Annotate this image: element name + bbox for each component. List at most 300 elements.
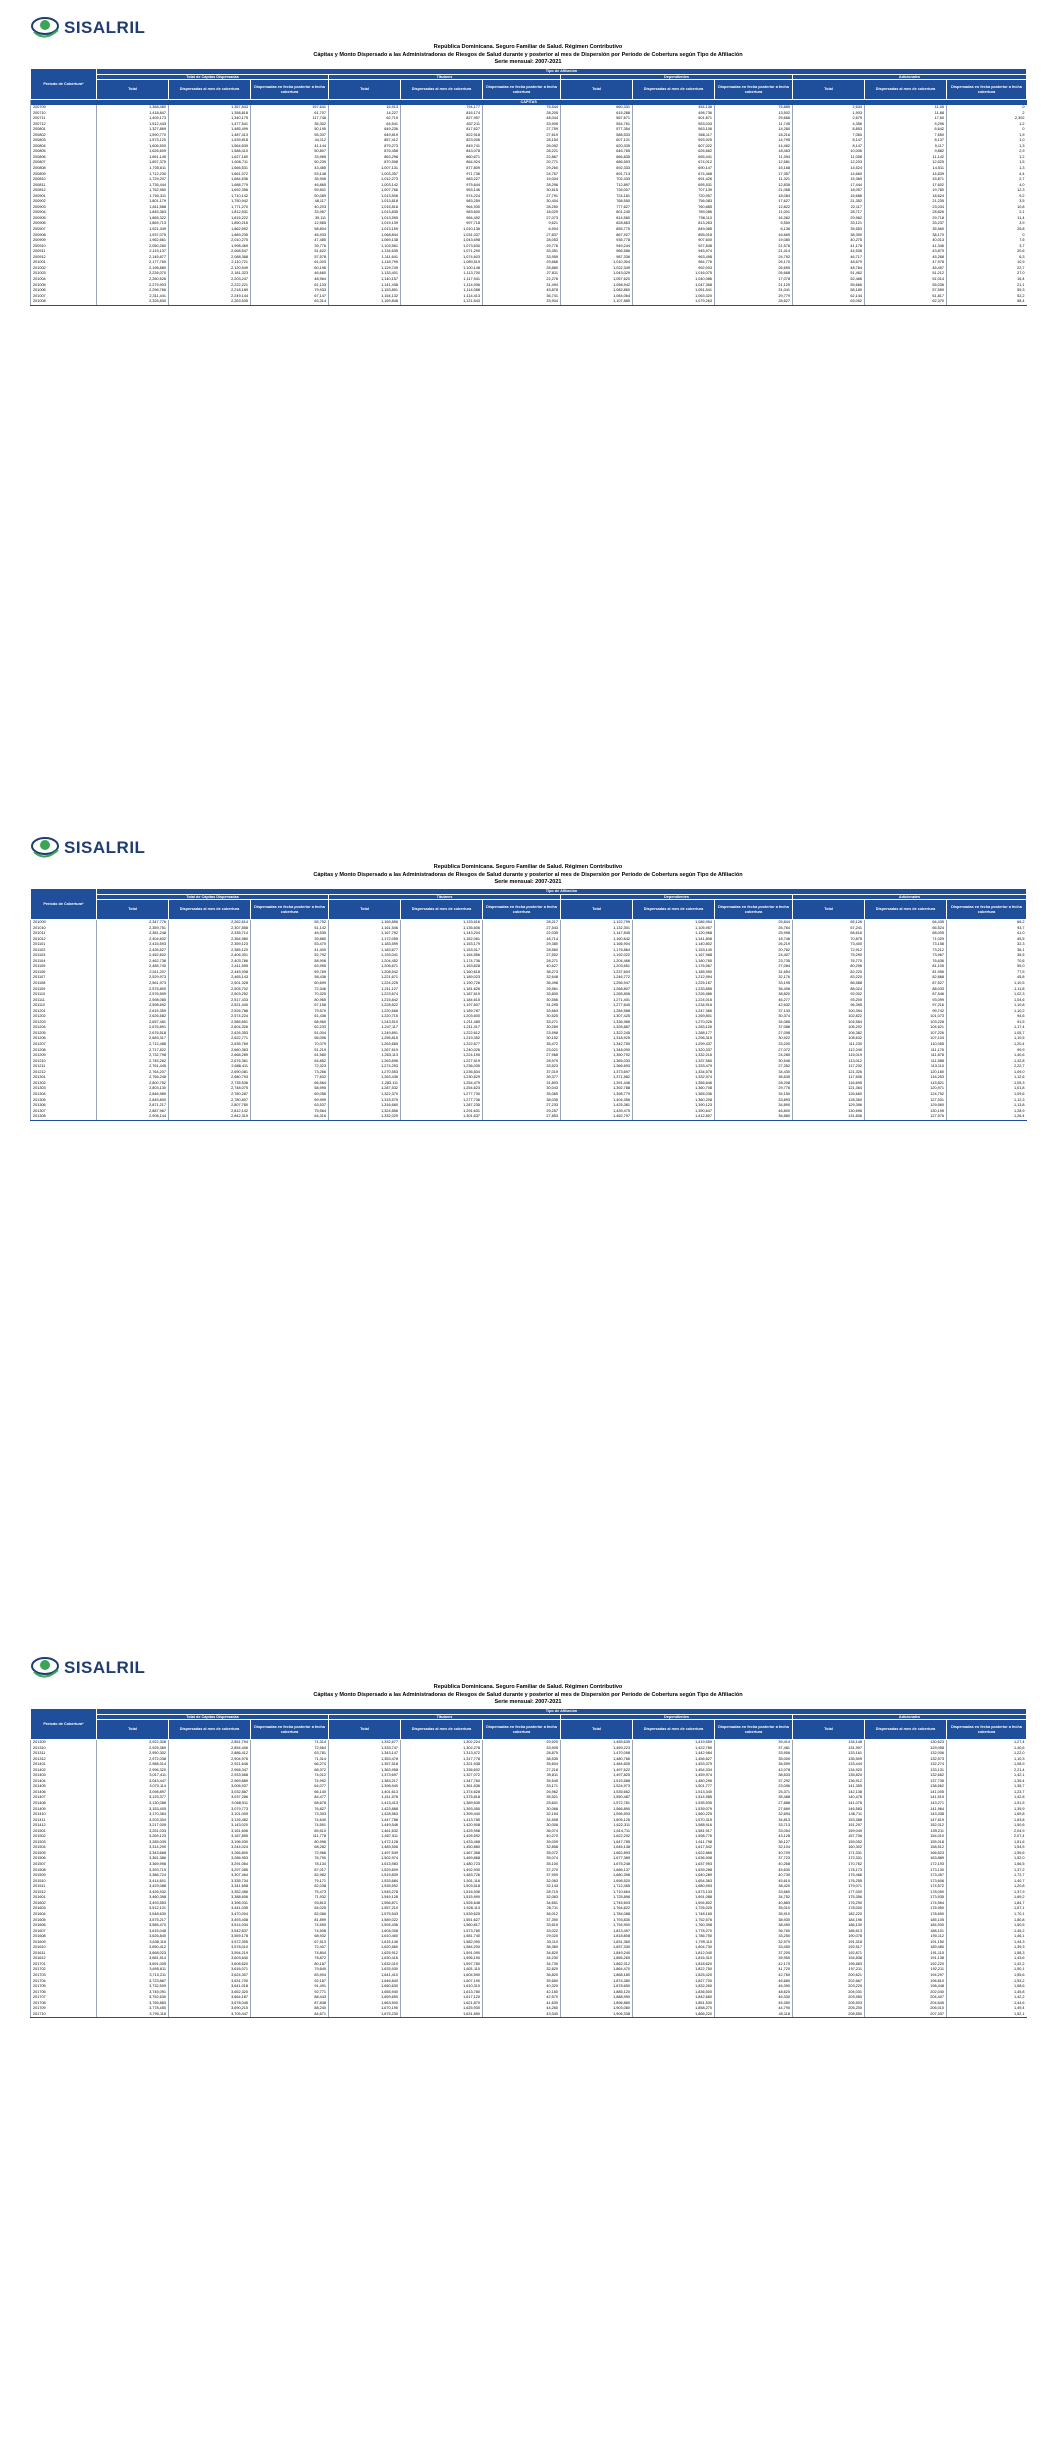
value-cell: 3,251,033 bbox=[97, 1829, 169, 1835]
value-cell: 3,006,937 bbox=[169, 1784, 251, 1790]
value-cell: 2,690,081 bbox=[169, 1070, 251, 1076]
value-cell: 1,287,235 bbox=[401, 1103, 483, 1109]
capitas-table bbox=[30, 1708, 1027, 2018]
value-cell: 1,185,950 bbox=[633, 970, 715, 976]
value-cell: 34,150 bbox=[715, 1092, 793, 1098]
value-cell: 1,903,060 bbox=[561, 2006, 633, 2012]
value-cell: 166,623 bbox=[865, 1851, 947, 1857]
value-cell: 1,340,175 bbox=[169, 116, 251, 122]
value-cell: 17,627 bbox=[715, 199, 793, 205]
value-cell: 0 bbox=[947, 233, 1027, 239]
value-cell: 36,635 bbox=[715, 1075, 793, 1081]
value-cell: 2,780,287 bbox=[169, 1092, 251, 1098]
value-cell: 1,596,903 bbox=[561, 1812, 633, 1818]
value-cell: 111,778 bbox=[251, 1834, 329, 1840]
value-cell: 1,169,848 bbox=[329, 299, 401, 305]
value-cell: 1,760,311 bbox=[97, 194, 169, 200]
value-cell: 3,575,217 bbox=[97, 1918, 169, 1924]
period-cell: 201109 bbox=[31, 987, 97, 993]
value-cell: 1,373,697 bbox=[561, 1070, 633, 1076]
period-cell: 201101 bbox=[31, 942, 97, 948]
header-adicionales: Adicionales bbox=[793, 1714, 1027, 1720]
value-cell: 1,906,338 bbox=[561, 2012, 633, 2018]
value-cell: 194,297 bbox=[865, 1973, 947, 1979]
value-cell: 1,193,041 bbox=[329, 953, 401, 959]
value-cell: 91,491 bbox=[251, 1984, 329, 1990]
value-cell: 62,719 bbox=[329, 116, 401, 122]
value-cell: 1,786,750 bbox=[633, 1934, 715, 1940]
value-cell: 79,171 bbox=[251, 1879, 329, 1885]
value-cell: 151,297 bbox=[793, 1823, 865, 1829]
value-cell: 88,024 bbox=[793, 987, 865, 993]
value-cell: 1,100,148 bbox=[401, 266, 483, 272]
value-cell: 84,477 bbox=[251, 1795, 329, 1801]
header-total: Total bbox=[793, 900, 865, 920]
value-cell: 1,3 bbox=[947, 144, 1027, 150]
value-cell: 44,790 bbox=[715, 2006, 793, 2012]
value-cell: 202,040 bbox=[865, 1990, 947, 1996]
value-cell: 1,539,079 bbox=[633, 1807, 715, 1813]
value-cell: 1,501,777 bbox=[633, 1784, 715, 1790]
value-cell: 63,995 bbox=[251, 964, 329, 970]
value-cell: 65,126 bbox=[793, 920, 865, 926]
value-cell: 50,069 bbox=[251, 194, 329, 200]
value-cell: 1,169,856 bbox=[329, 920, 401, 926]
value-cell: 3,341,698 bbox=[169, 1884, 251, 1890]
value-cell: 155,018 bbox=[865, 1840, 947, 1846]
value-cell: 553,033 bbox=[633, 122, 715, 128]
value-cell: 53,470 bbox=[251, 942, 329, 948]
value-cell: 1,01,8 bbox=[947, 1086, 1027, 1092]
value-cell: 879,273 bbox=[329, 144, 401, 150]
logo-wordmark: SISALRIL bbox=[64, 1658, 146, 1677]
value-cell: 1,735,444 bbox=[97, 183, 169, 189]
value-cell: 12,822 bbox=[715, 205, 793, 211]
value-cell: 2,686,411 bbox=[169, 1064, 251, 1070]
value-cell: 1,269,801 bbox=[633, 1014, 715, 1020]
value-cell: 138,562 bbox=[865, 1784, 947, 1790]
value-cell: 33,171 bbox=[483, 1784, 561, 1790]
value-cell: 26,668 bbox=[715, 271, 793, 277]
value-cell: 1,391,446 bbox=[561, 1081, 633, 1087]
period-cell: 201206 bbox=[31, 1036, 97, 1042]
value-cell: 1,492,930 bbox=[401, 1868, 483, 1874]
period-cell: 200906 bbox=[31, 221, 97, 227]
value-cell: 1,129,749 bbox=[329, 266, 401, 272]
value-cell: 106,202 bbox=[793, 1025, 865, 1031]
value-cell: 1,40,6 bbox=[947, 1746, 1027, 1752]
period-cell: 201001 bbox=[31, 260, 97, 266]
value-cell: 1,322,245 bbox=[561, 1031, 633, 1037]
value-cell: 34,752 bbox=[715, 1895, 793, 1901]
value-cell: 1,265,806 bbox=[561, 992, 633, 998]
value-cell: 828,863 bbox=[561, 221, 633, 227]
value-cell: 3,285,039 bbox=[97, 1840, 169, 1846]
value-cell: 3,493,408 bbox=[169, 1918, 251, 1924]
value-cell: 196,683 bbox=[793, 1962, 865, 1968]
value-cell: 1,154,132 bbox=[329, 294, 401, 300]
value-cell: 3,032,887 bbox=[169, 1790, 251, 1796]
value-cell: 1,212,994 bbox=[633, 975, 715, 981]
value-cell: 34,085 bbox=[715, 1020, 793, 1026]
value-cell: 1,459,223 bbox=[561, 1746, 633, 1752]
value-cell: 7,6 bbox=[947, 238, 1027, 244]
value-cell: 1,23,7 bbox=[947, 1790, 1027, 1796]
title-line-2: Cápitas y Monto Dispersado a las Administradoras de Riesgos de Salud durante y posterior al mes de Dispersión por Período de Cobertura según Tipo de Afiliación bbox=[313, 51, 743, 58]
value-cell: 1,422,789 bbox=[633, 1746, 715, 1752]
value-cell: 1,315,575 bbox=[329, 1098, 401, 1104]
value-cell: 43,128 bbox=[715, 1834, 793, 1840]
value-cell: 1,58,3 bbox=[947, 1951, 1027, 1957]
value-cell: 190,112 bbox=[865, 1934, 947, 1940]
value-cell: 44,260 bbox=[483, 2006, 561, 2012]
value-cell: 1,657,375 bbox=[97, 160, 169, 166]
value-cell: 36,5 bbox=[947, 953, 1027, 959]
value-cell: 2,415,593 bbox=[97, 942, 169, 948]
value-cell: 1,390,123 bbox=[633, 1103, 715, 1109]
value-cell: 29,779 bbox=[715, 294, 793, 300]
value-cell: 1,360,708 bbox=[633, 1086, 715, 1092]
value-cell: 76,544 bbox=[483, 105, 561, 111]
value-cell: 44,536 bbox=[793, 249, 865, 255]
value-cell: 1,55,6 bbox=[947, 1973, 1027, 1979]
value-cell: 1,52,1 bbox=[947, 2012, 1027, 2018]
value-cell: 1,04,6 bbox=[947, 998, 1027, 1004]
value-cell: 36,360 bbox=[483, 1945, 561, 1951]
value-cell: 12,525 bbox=[865, 160, 947, 166]
value-cell: 1,409,173 bbox=[97, 116, 169, 122]
value-cell: 154,010 bbox=[865, 1834, 947, 1840]
value-cell: 70,079 bbox=[251, 1042, 329, 1048]
value-cell: 69,999 bbox=[251, 1098, 329, 1104]
value-cell: 2,668,289 bbox=[169, 1053, 251, 1059]
value-cell: 141,005 bbox=[865, 1790, 947, 1796]
value-cell: 983,227 bbox=[401, 177, 483, 183]
value-cell: 1,343,147 bbox=[329, 1751, 401, 1757]
period-cell: 201511 bbox=[31, 1884, 97, 1890]
value-cell: 1,160,618 bbox=[401, 970, 483, 976]
value-cell: 104,621 bbox=[865, 1025, 947, 1031]
value-cell: 88,240 bbox=[251, 2006, 329, 2012]
value-cell: 3,286,953 bbox=[169, 1856, 251, 1862]
value-cell: 42,632 bbox=[715, 1003, 793, 1009]
value-cell: 2,921,646 bbox=[169, 1762, 251, 1768]
value-cell: 7,060 bbox=[793, 133, 865, 139]
value-cell: 3,681,514 bbox=[97, 1956, 169, 1962]
period-cell: 200904 bbox=[31, 210, 97, 216]
value-cell: 1,998,469 bbox=[169, 244, 251, 250]
value-cell: 72,912 bbox=[793, 948, 865, 954]
value-cell: 2,088,368 bbox=[169, 255, 251, 261]
value-cell: 27,0 bbox=[947, 271, 1027, 277]
value-cell: 46,660 bbox=[251, 271, 329, 277]
value-cell: 39,650 bbox=[483, 1979, 561, 1985]
value-cell: 133,131 bbox=[865, 1768, 947, 1774]
value-cell: 23,021 bbox=[483, 1048, 561, 1054]
value-cell: 34,430 bbox=[715, 1070, 793, 1076]
value-cell: 1,103,561 bbox=[329, 244, 401, 250]
value-cell: 132,006 bbox=[865, 1751, 947, 1757]
period-cell: 201502 bbox=[31, 1834, 97, 1840]
period-cell: 201508 bbox=[31, 1868, 97, 1874]
value-cell: 1,204,466 bbox=[561, 959, 633, 965]
value-cell: 3,652,320 bbox=[169, 1990, 251, 1996]
value-cell: 1,818,620 bbox=[633, 1962, 715, 1968]
value-cell: 1,888,990 bbox=[561, 1995, 633, 2001]
value-cell: 1,09,6 bbox=[947, 1092, 1027, 1098]
value-cell: 3,723,887 bbox=[97, 1979, 169, 1985]
value-cell: 45,8 bbox=[947, 975, 1027, 981]
value-cell: 30,006 bbox=[483, 1823, 561, 1829]
value-cell: 1,598,776 bbox=[633, 1834, 715, 1840]
period-cell: 201402 bbox=[31, 1768, 97, 1774]
value-cell: 80,965 bbox=[251, 998, 329, 1004]
value-cell: 196,810 bbox=[865, 1979, 947, 1985]
value-cell: 33,271 bbox=[483, 1020, 561, 1026]
value-cell: 2,842,319 bbox=[169, 1114, 251, 1120]
value-cell: 1,058,942 bbox=[561, 283, 633, 289]
period-cell: 201602 bbox=[31, 1901, 97, 1907]
value-cell: 3,361,386 bbox=[97, 1856, 169, 1862]
value-cell: 2,279,903 bbox=[97, 283, 169, 289]
value-cell: 1,962,661 bbox=[97, 238, 169, 244]
value-cell: 204,031 bbox=[793, 1990, 865, 1996]
value-cell: 1,247,117 bbox=[329, 1025, 401, 1031]
value-cell: 33,965 bbox=[251, 155, 329, 161]
value-cell: 22,117 bbox=[793, 205, 865, 211]
value-cell: 37,270 bbox=[483, 1868, 561, 1874]
value-cell: 51,622 bbox=[251, 249, 329, 255]
value-cell: 1,72,7 bbox=[947, 1873, 1027, 1879]
value-cell: 1,383,217 bbox=[329, 1779, 401, 1785]
value-cell: 1,183,677 bbox=[329, 948, 401, 954]
value-cell: 2,296,766 bbox=[97, 288, 169, 294]
value-cell: 33,250 bbox=[715, 1934, 793, 1940]
value-cell: 192,211 bbox=[865, 1967, 947, 1973]
value-cell: 17,078 bbox=[715, 277, 793, 283]
value-cell: 55,0 bbox=[947, 964, 1027, 970]
value-cell: 131,997 bbox=[793, 1746, 865, 1752]
value-cell: 1,10,3 bbox=[947, 1757, 1027, 1763]
value-cell: 1,710,664 bbox=[561, 1890, 633, 1896]
value-cell: 157,641 bbox=[251, 105, 329, 111]
value-cell: 1,208,542 bbox=[329, 970, 401, 976]
value-cell: 1,545,278 bbox=[329, 1890, 401, 1896]
value-cell: 34,651 bbox=[483, 1901, 561, 1907]
value-cell: 987,336 bbox=[561, 255, 633, 261]
value-cell: 1,224,195 bbox=[401, 1053, 483, 1059]
value-cell: 707,139 bbox=[633, 188, 715, 194]
value-cell: 208,550 bbox=[793, 2012, 865, 2018]
value-cell: 159,049 bbox=[793, 1829, 865, 1835]
value-cell: 3,572,305 bbox=[169, 1940, 251, 1946]
value-cell: 37,723 bbox=[715, 1856, 793, 1862]
value-cell: 160,302 bbox=[793, 1845, 865, 1851]
value-cell: 1,105,957 bbox=[633, 926, 715, 932]
header-posterior: Dispersadas en fecha posterior a fecha cobertura bbox=[947, 80, 1027, 100]
value-cell: 1,43,6 bbox=[947, 1956, 1027, 1962]
period-cell: 201311 bbox=[31, 1751, 97, 1757]
value-cell: 1,013,159 bbox=[329, 227, 401, 233]
value-cell: 27,888 bbox=[715, 1801, 793, 1807]
value-cell: 67,147 bbox=[251, 294, 329, 300]
value-cell: 178,090 bbox=[865, 1890, 947, 1896]
value-cell: 1,120,968 bbox=[633, 931, 715, 937]
value-cell: 1,637,993 bbox=[633, 1862, 715, 1868]
value-cell: 1,497,622 bbox=[561, 1768, 633, 1774]
value-cell: 1,605,126 bbox=[561, 1818, 633, 1824]
header-titulares: Titulares bbox=[329, 894, 561, 900]
value-cell: 1,114,413 bbox=[401, 294, 483, 300]
value-cell: 192,871 bbox=[793, 1951, 865, 1957]
value-cell: 21,352 bbox=[793, 199, 865, 205]
value-cell: 2,922,308 bbox=[97, 1740, 169, 1746]
value-cell: 46,933 bbox=[251, 233, 329, 239]
value-cell: 29,666 bbox=[483, 260, 561, 266]
value-cell: 2,598,692 bbox=[97, 1003, 169, 1009]
value-cell: 1,5 bbox=[947, 160, 1027, 166]
value-cell: 3,070,114 bbox=[97, 1784, 169, 1790]
value-cell: 949,244 bbox=[561, 244, 633, 250]
value-cell: 1,332,677 bbox=[329, 1740, 401, 1746]
period-cell: 200709 bbox=[31, 105, 97, 111]
value-cell: 1,804,730 bbox=[633, 1945, 715, 1951]
logo-wordmark: SISALRIL bbox=[64, 18, 146, 37]
value-cell: 132,573 bbox=[865, 1757, 947, 1763]
value-cell: 593,925 bbox=[633, 138, 715, 144]
value-cell: 1,617,120 bbox=[401, 1995, 483, 2001]
period-cell: 201405 bbox=[31, 1784, 97, 1790]
header-tipo-afiliacion: Tipo de Afiliación bbox=[97, 889, 1027, 895]
value-cell: 1,413,413 bbox=[329, 1801, 401, 1807]
value-cell: 33,805 bbox=[483, 992, 561, 998]
value-cell: 3,153,405 bbox=[97, 1807, 169, 1813]
title-line-1: República Dominicana. Seguro Familiar de Salud. Régimen Contributivo bbox=[433, 864, 623, 870]
value-cell: 37,133 bbox=[715, 1009, 793, 1015]
value-cell: 3,269,123 bbox=[97, 1834, 169, 1840]
value-cell: 6,904 bbox=[483, 227, 561, 233]
value-cell: 72,564 bbox=[251, 1746, 329, 1752]
value-cell: 42,170 bbox=[715, 1962, 793, 1968]
value-cell: 80,996 bbox=[251, 1840, 329, 1846]
value-cell: 1,51,5 bbox=[947, 1801, 1027, 1807]
value-cell: 191,150 bbox=[865, 1940, 947, 1946]
value-cell: 3,624,307 bbox=[169, 1973, 251, 1979]
value-cell: 1,691,088 bbox=[633, 1895, 715, 1901]
value-cell: 1,353,478 bbox=[329, 1757, 401, 1763]
value-cell: 3,608,620 bbox=[169, 1962, 251, 1968]
value-cell: 1,268,807 bbox=[561, 987, 633, 993]
value-cell: 40,270 bbox=[483, 1834, 561, 1840]
value-cell: 141,964 bbox=[865, 1807, 947, 1813]
value-cell: 13,502 bbox=[715, 111, 793, 117]
value-cell: 3,765,883 bbox=[97, 2001, 169, 2007]
period-cell: 200807 bbox=[31, 160, 97, 166]
value-cell: 1,114,936 bbox=[401, 283, 483, 289]
value-cell: 32,063 bbox=[483, 1879, 561, 1885]
value-cell: 26,695 bbox=[715, 266, 793, 272]
value-cell: 6,136 bbox=[715, 227, 793, 233]
value-cell: 191,318 bbox=[793, 1940, 865, 1946]
value-cell: 11,321 bbox=[715, 177, 793, 183]
value-cell: 2,717,822 bbox=[97, 1048, 169, 1054]
value-cell: 1,246,772 bbox=[561, 975, 633, 981]
period-cell: 201007 bbox=[31, 294, 97, 300]
value-cell: 1,705,611 bbox=[97, 166, 169, 172]
value-cell: 158,512 bbox=[865, 1845, 947, 1851]
value-cell: 20,762 bbox=[715, 948, 793, 954]
value-cell: 1,35,4 bbox=[947, 1779, 1027, 1785]
period-cell: 201112 bbox=[31, 1003, 97, 1009]
value-cell: 1,633,930 bbox=[329, 1967, 401, 1973]
value-cell: 191,138 bbox=[865, 1956, 947, 1962]
value-cell: 3,203,304 bbox=[97, 1818, 169, 1824]
period-cell: 201607 bbox=[31, 1929, 97, 1935]
value-cell: 1,45,2 bbox=[947, 1929, 1027, 1935]
value-cell: 25,8 bbox=[947, 227, 1027, 233]
value-cell: 3,710,211 bbox=[97, 1973, 169, 1979]
value-cell: 1,240,026 bbox=[401, 1048, 483, 1054]
period-cell: 200901 bbox=[31, 194, 97, 200]
value-cell: 205,503 bbox=[793, 2001, 865, 2007]
value-cell: 36,012 bbox=[483, 1912, 561, 1918]
value-cell: 1,604,590 bbox=[401, 1973, 483, 1979]
value-cell: 32,176 bbox=[715, 975, 793, 981]
value-cell: 2,1 bbox=[947, 210, 1027, 216]
value-cell: 2,347,776 bbox=[97, 920, 169, 926]
value-cell: 92,771 bbox=[251, 1990, 329, 1996]
header-posterior: Dispersadas en fecha posterior a fecha cobertura bbox=[715, 900, 793, 920]
header-total-group: Total de Cápitas Dispersadas bbox=[97, 1714, 329, 1720]
value-cell: 58,436 bbox=[251, 975, 329, 981]
period-cell: 201003 bbox=[31, 271, 97, 277]
value-cell: 1,582,090 bbox=[401, 1940, 483, 1946]
value-cell: 2,854,406 bbox=[169, 1746, 251, 1752]
value-cell: 173,606 bbox=[865, 1879, 947, 1885]
value-cell: 1,10,5 bbox=[947, 981, 1027, 987]
value-cell: 501,871 bbox=[633, 116, 715, 122]
value-cell: 15,871 bbox=[865, 177, 947, 183]
period-cell: 200912 bbox=[31, 255, 97, 261]
value-cell: 3,297,085 bbox=[169, 1868, 251, 1874]
value-cell: 46,390 bbox=[715, 1984, 793, 1990]
period-cell: 201207 bbox=[31, 1042, 97, 1048]
value-cell: 32,063 bbox=[483, 1895, 561, 1901]
value-cell: 3,369,998 bbox=[97, 1862, 169, 1868]
period-cell: 201606 bbox=[31, 1923, 97, 1929]
value-cell: 1,334,578 bbox=[633, 1070, 715, 1076]
value-cell: 1,393,450 bbox=[401, 1807, 483, 1813]
value-cell: 1,832,260 bbox=[633, 1984, 715, 1990]
value-cell: 2,683,317 bbox=[97, 1036, 169, 1042]
value-cell: 1,40,7 bbox=[947, 1879, 1027, 1885]
value-cell: 45,630 bbox=[715, 1868, 793, 1874]
value-cell: 1,270,553 bbox=[329, 1070, 401, 1076]
period-cell: 201507 bbox=[31, 1862, 97, 1868]
period-cell: 200908 bbox=[31, 233, 97, 239]
value-cell: 1,413,785 bbox=[401, 1818, 483, 1824]
value-cell: 1,28,9 bbox=[947, 1109, 1027, 1115]
header-posterior: Dispersadas en fecha posterior a fecha cobertura bbox=[947, 900, 1027, 920]
period-cell: 201111 bbox=[31, 998, 97, 1004]
value-cell: 79,570 bbox=[251, 1009, 329, 1015]
value-cell: 157,706 bbox=[793, 1834, 865, 1840]
value-cell: 1,20,4 bbox=[947, 1042, 1027, 1048]
value-cell: 691,426 bbox=[633, 177, 715, 183]
logo-wordmark: SISALRIL bbox=[64, 838, 146, 857]
value-cell: 1,256,815 bbox=[329, 1036, 401, 1042]
period-cell: 201107 bbox=[31, 975, 97, 981]
